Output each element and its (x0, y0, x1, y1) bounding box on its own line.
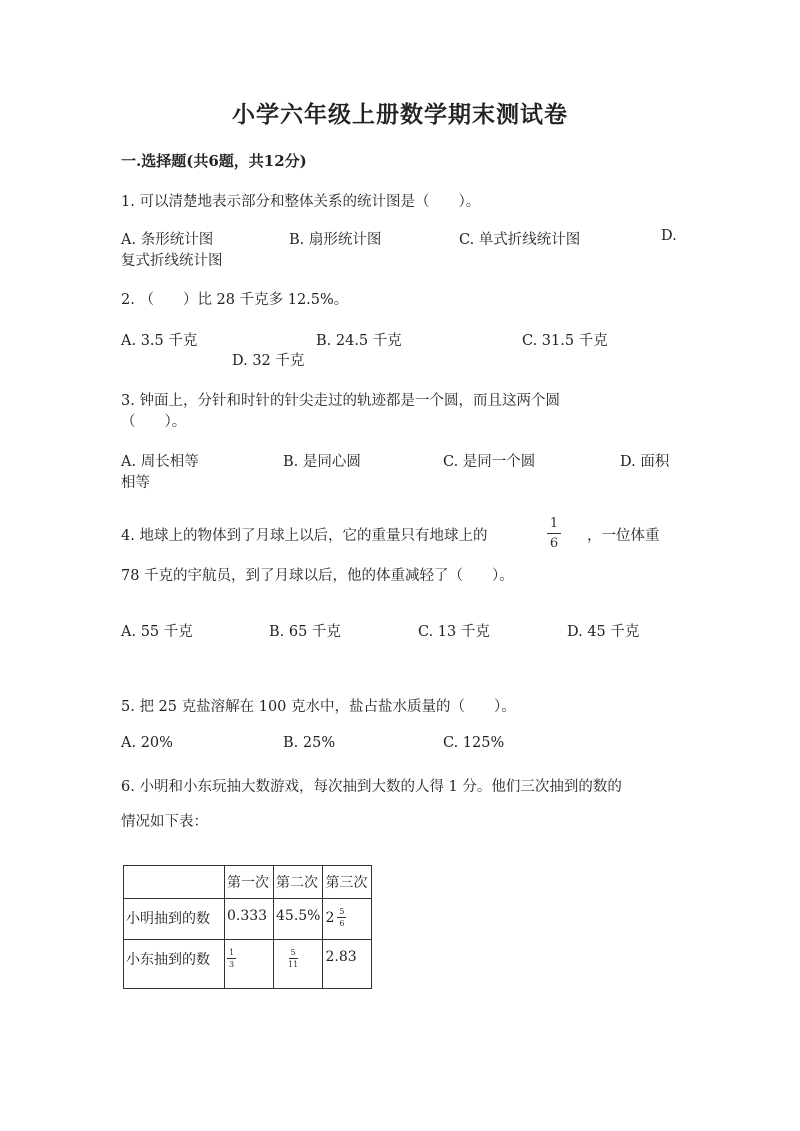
question-1-option-c: C. 单式折线统计图 (459, 232, 581, 248)
question-3-option-d: D. 面积 (620, 454, 670, 470)
fraction-numerator: 5 (339, 907, 345, 916)
question-1-option-d-wrap: 复式折线统计图 (121, 253, 223, 269)
question-3-option-a: A. 周长相等 (121, 454, 199, 470)
table-header-second: 第二次 (274, 866, 323, 899)
question-2-option-d: D. 32 千克 (232, 353, 305, 369)
cell-fraction (227, 940, 236, 969)
question-5-stem: 5. 把 25 克盐溶解在 100 克水中，盐占盐水质量的（ ）。 (121, 699, 516, 715)
question-4-option-c: C. 13 千克 (418, 624, 490, 640)
fraction-denominator: 11 (288, 960, 299, 969)
fraction-numerator: 5 (290, 948, 296, 957)
question-6-stem-line2: 情况如下表： (121, 814, 208, 830)
cell-xiaodong-second (274, 940, 323, 989)
table-header-third: 第三次 (323, 866, 372, 899)
question-4-stem-line2: 78 千克的宇航员，到了月球以后，他的体重减轻了（ ）。 (121, 568, 514, 584)
cell-xiaodong-third: 2.83 (323, 940, 372, 989)
fraction-numerator: 1 (228, 948, 235, 957)
fraction-numerator: 1 (549, 516, 559, 531)
question-3-option-b: B. 是同心圆 (283, 454, 361, 470)
table-row (124, 940, 372, 989)
question-1-option-a: A. 条形统计图 (121, 232, 214, 248)
row-label-xiaodong: 小东抽到的数 (124, 940, 225, 989)
fraction-bar (337, 917, 346, 918)
table-row (124, 899, 372, 940)
question-5-option-c: C. 125% (443, 735, 505, 751)
fraction-bar (547, 533, 561, 534)
fraction-bar (289, 958, 298, 959)
question-2-stem: 2. （ ）比 28 千克多 12.5%。 (121, 292, 349, 308)
score-table (123, 865, 372, 989)
question-3-stem-line2: （ ）。 (121, 414, 187, 430)
question-4-stem-after: ，一位体重 (587, 528, 660, 544)
question-4-option-d: D. 45 千克 (567, 624, 640, 640)
question-3-option-c: C. 是同一个圆 (443, 454, 536, 470)
fraction-bar (227, 958, 236, 959)
question-6-stem: 6. 小明和小东玩抽大数游戏，每次抽到大数的人得 1 分。他们三次抽到的数的 (121, 779, 622, 795)
question-3-stem: 3. 钟面上，分针和时针的针尖走过的轨迹都是一个圆，而且这两个圆 (121, 393, 560, 409)
cell-xiaodong-first (225, 940, 274, 989)
question-2-option-c: C. 31.5 千克 (522, 333, 608, 349)
table-header-row (124, 866, 372, 899)
question-4-option-b: B. 65 千克 (269, 624, 341, 640)
question-3-option-d-wrap: 相等 (121, 475, 150, 491)
cell-xiaoming-third (323, 899, 372, 940)
question-1-stem: 1. 可以清楚地表示部分和整体关系的统计图是（ ）。 (121, 194, 481, 210)
question-1-option-d: D. (661, 228, 677, 244)
fraction-denominator: 6 (549, 536, 559, 551)
question-1-option-b: B. 扇形统计图 (289, 232, 382, 248)
fraction-denominator: 6 (339, 919, 345, 928)
cell-xiaoming-first: 0.333 (225, 899, 274, 940)
question-2-option-a: A. 3.5 千克 (121, 333, 198, 349)
question-5-option-b: B. 25% (283, 735, 336, 751)
section-heading: 一.选择题(共6题，共12分) (121, 152, 307, 170)
page-title: 小学六年级上册数学期末测试卷 (232, 101, 568, 128)
row-label-xiaoming: 小明抽到的数 (124, 899, 225, 940)
cell-fraction (276, 940, 298, 969)
question-4-option-a: A. 55 千克 (121, 624, 193, 640)
mixed-fraction (337, 907, 346, 928)
cell-xiaoming-second: 45.5% (274, 899, 323, 940)
question-4-fraction (547, 516, 561, 551)
table-header-corner (124, 866, 225, 899)
mixed-whole: 2 (325, 909, 335, 926)
question-5-option-a: A. 20% (121, 735, 173, 751)
question-4-stem: 4. 地球上的物体到了月球上以后，它的重量只有地球上的 (121, 528, 488, 544)
question-2-option-b: B. 24.5 千克 (316, 333, 402, 349)
fraction-denominator: 3 (228, 960, 235, 969)
table-header-first: 第一次 (225, 866, 274, 899)
